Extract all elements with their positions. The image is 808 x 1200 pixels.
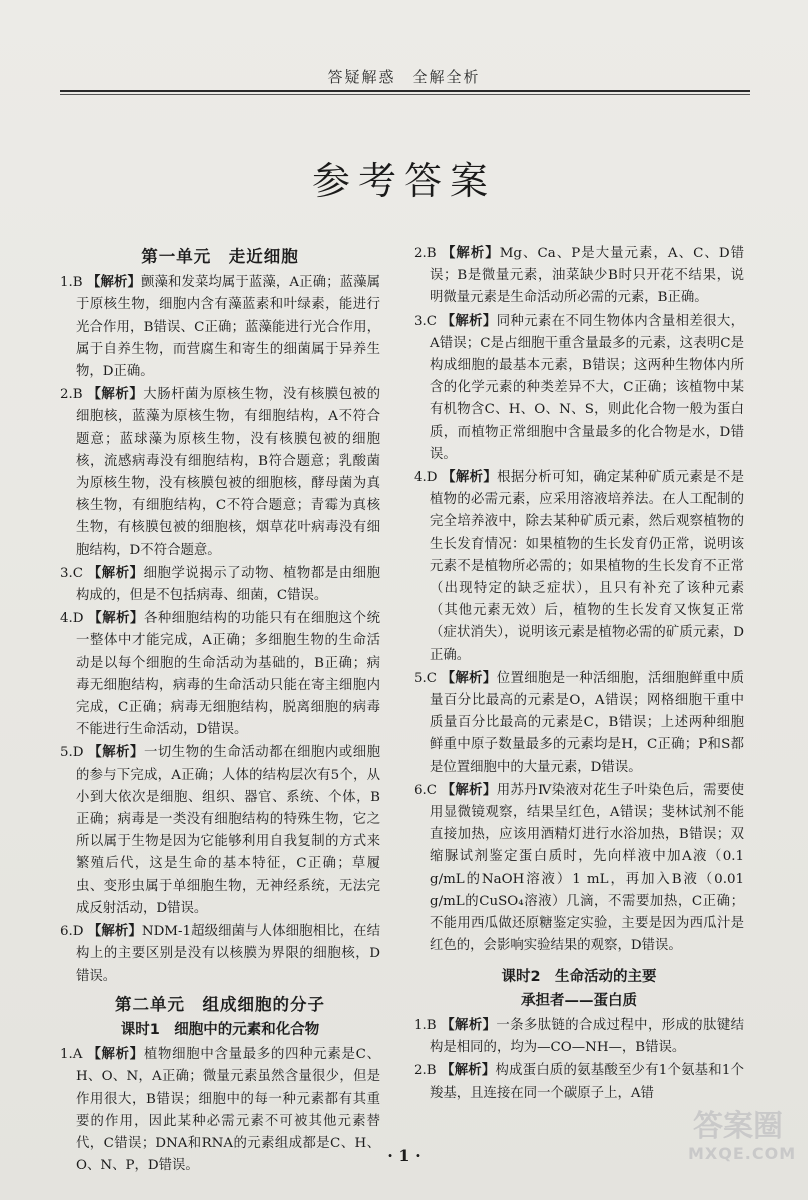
unit1-answer-list [60,271,380,988]
answer-item [414,1059,744,1104]
answer-explanation: 大肠杆菌为原核生物，没有核膜包被的细胞核，蓝藻为原核生物，有细胞结构，A不符合题意；蓝球藻为原核生物，没有核膜包被的细胞核，流感病毒没有细胞结构，B符合题意；乳酸菌为原核生物，没有核膜包被的细胞核，酵母菌为真核生物，有细胞结构，C不符合题意；青霉为真核生物，有核膜包被的细胞核，烟草花叶病毒没有细胞结构，D不符合题意。 [76,387,381,558]
answer-item [60,920,380,988]
header-rule-thin [60,94,750,95]
answer-explanation: 颤藻和发菜均属于蓝藻，A正确；蓝藻属于原核生物，细胞内含有藻蓝素和叶绿素，能进行光合作用，B错误、C正确；蓝藻能进行光合作用，属于自养生物，而营腐生和寄生的细菌属于异养生物，D正确。 [76,275,381,380]
answer-item [414,667,744,779]
answer-item [414,242,744,310]
analysis-tag: 【解析】 [441,312,497,329]
answer-number: 6.D [60,924,88,940]
analysis-tag: 【解析】 [87,1046,144,1063]
answer-explanation: Mg、Ca、P是大量元素，A、C、D错误；B是微量元素，油菜缺少B时只开花不结果，说明微量元素是生命活动所必需的元素，B正确。 [430,246,745,306]
analysis-tag: 【解析】 [441,245,500,261]
answer-explanation: 同种元素在不同生物体内含量相差很大，A错误；C是占细胞干重含量最多的元素，这表明C是构成细胞的最基本元素，B错误；这两种生物体内所含的化学元素的种类差异不大，C正确；该植物中某有机物含C、H、O、N、S，则此化合物一般为蛋白质，而植物正常细胞中含量最多的化合物是水，D错误。 [430,313,745,462]
right-column [414,242,744,1105]
answer-explanation: NDM-1超级细菌与人体细胞相比，在结构上的主要区别是没有以核膜为界限的细胞核，D错误。 [76,924,380,984]
lesson2-heading-line2: 承担者——蛋白质 [521,992,637,1009]
answer-item [414,779,744,958]
running-header: 答疑解惑 全解全析 [327,68,481,86]
answer-explanation: 植物细胞中含量最多的四种元素是C、H、O、N，A正确；微量元素虽然含量很少，但是作用很大，B错误；细胞中的每一种元素都有其重要的作用，因此某种必需元素不可被其他元素替代，C错误；DNA和RNA的元素组成都是C、H、O、N、P，D错误。 [76,1047,381,1174]
answer-number: 2.B [414,246,442,261]
watermark-url: MXQE.COM [688,1144,797,1163]
watermark-logo [688,1109,797,1190]
answer-number: 2.B [414,1063,442,1079]
answer-explanation: 一条多肽链的合成过程中，形成的肽键结构是相同的，均为—CO—NH—，B错误。 [430,1017,745,1056]
answer-number: 1.A [60,1047,88,1063]
answer-number: 5.C [414,670,442,686]
answer-number: 3.C [414,313,442,329]
answer-number: 5.D [60,745,89,761]
answer-number: 1.B [414,1017,442,1033]
analysis-tag: 【解析】 [441,781,497,798]
lesson2-answer-list [414,1014,744,1105]
analysis-tag: 【解析】 [87,564,144,581]
watermark-text: 答案圈 [693,1109,783,1144]
analysis-tag: 【解析】 [87,386,144,403]
answer-item [60,741,380,920]
lesson2-heading-line1: 课时2 生命活动的主要 [501,968,657,985]
answer-explanation: 构成蛋白质的氨基酸至少有1个氨基和1个羧基，且连接在同一个碳原子上，A错 [430,1063,745,1101]
answer-explanation: 位置细胞是一种活细胞，活细胞鲜重中质量百分比最高的元素是O，A错误；网格细胞干重中质量百分比最高的元素是C，B错误；上述两种细胞鲜重中原子数量最多的元素均是H，C正确；P和S都是位置细胞中的大量元素，D错误。 [430,670,745,775]
analysis-tag: 【解析】 [86,274,141,291]
answer-item [414,310,744,466]
analysis-tag: 【解析】 [88,744,144,761]
analysis-tag: 【解析】 [442,469,498,486]
answer-number: 6.C [414,782,442,798]
answer-explanation: 各种细胞结构的功能只有在细胞这个统一整体中才能完成，A正确；多细胞生物的生命活动是以每个细胞的生命活动为基础的，B正确；病毒无细胞结构，病毒的生命活动只能在寄主细胞内完成，C正确；病毒无细胞结构，脱离细胞的病毒不能进行生命活动，D错误。 [76,611,381,738]
answer-item [60,607,380,741]
answer-number: 4.D [414,470,443,486]
unit2-heading: 第二单元 组成细胞的分子 [115,994,325,1014]
answer-item [60,271,380,383]
header-rule [60,90,750,92]
left-column [60,242,380,1177]
analysis-tag: 【解析】 [441,1016,497,1033]
analysis-tag: 【解析】 [441,1062,496,1079]
answer-number: 2.B [60,387,88,403]
answer-explanation: 根据分析可知，确定某种矿质元素是不是植物的必需元素，应采用溶液培养法。在人工配制的完全培养液中，除去某种矿质元素，然后观察植物的生长发育情况：如果植物的生长发育仍正常，说明该元素不是植物所必需的；如果植物的生长发育不正常（出现特定的缺乏症状），且只有补充了该种元素（其他元素无效）后，植物的生长发育又恢复正常（症状消失），说明该元素是植物必需的矿质元素，D正确。 [430,470,745,663]
answer-item [414,1014,744,1059]
analysis-tag: 【解析】 [441,669,497,686]
answer-number: 1.B [60,275,87,291]
answer-item [414,466,744,667]
answer-explanation: 一切生物的生命活动都在细胞内或细胞的参与下完成，A正确；人体的结构层次有5个，从小到大依次是细胞、组织、器官、系统、个体，B正确；病毒是一类没有细胞结构的特殊生物，它之所以属于生物是因为它能够利用自我复制的方式来繁殖后代，这是生命的基本特征，C正确；草履虫、变形虫属于单细胞生物，无神经系统，无法完成反射活动，D错误。 [76,745,381,916]
answer-explanation: 细胞学说揭示了动物、植物都是由细胞构成的，但是不包括病毒、细菌，C错误。 [76,565,381,604]
answer-number: 4.D [60,611,89,627]
answer-explanation: 用苏丹Ⅳ染液对花生子叶染色后，需要使用显微镜观察，结果呈红色，A错误；斐林试剂不能直接加热，应该用酒精灯进行水浴加热，B错误；双缩脲试剂鉴定蛋白质时，先向样液中加A液（0.1 g/mL的NaOH溶液）1 mL，再加入B液（0.01 g/mL的CuSO₄溶液）几滴，不需要加热，C正确；不能用西瓜做还原糖鉴定实验，主要是因为西瓜汁是红色的，会影响实验结果的观察，D错误。 [430,782,744,954]
answer-item [60,562,380,607]
analysis-tag: 【解析】 [87,923,142,940]
lesson1-answer-list-cont [414,242,744,958]
lesson1-heading: 课时1 细胞中的元素和化合物 [120,1021,320,1038]
page-number: · 1 · [387,1146,421,1165]
answer-item [60,383,380,562]
analysis-tag: 【解析】 [88,610,144,627]
page-title: 参考答案 [311,159,496,203]
unit1-heading: 第一单元 走近细胞 [141,247,299,266]
answer-number: 3.C [60,565,88,581]
